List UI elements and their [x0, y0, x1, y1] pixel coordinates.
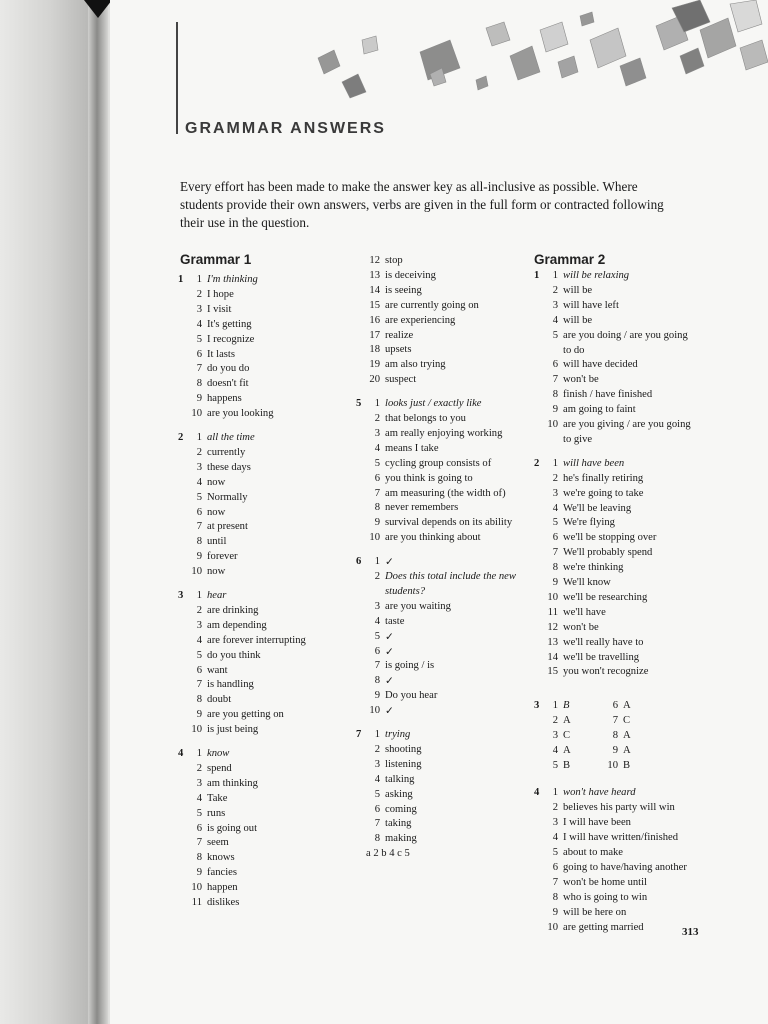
answer-text: want: [207, 664, 228, 676]
answer-text: finish / have finished: [563, 389, 653, 401]
item-number: 11: [191, 897, 202, 908]
answer-text: are you waiting: [385, 600, 451, 612]
item-number: 6: [552, 359, 558, 371]
answer-text: will have been: [563, 457, 625, 469]
answer-text: A: [623, 700, 631, 711]
item-number: 8: [196, 536, 202, 548]
item-number: 4: [374, 615, 380, 627]
answer-text: We're flying: [563, 517, 615, 529]
item-number: 2: [552, 715, 558, 726]
item-number: 3: [374, 427, 380, 439]
answer-text: I visit: [207, 303, 232, 315]
answer-text: now: [207, 566, 226, 578]
answer-text: students?: [385, 585, 426, 597]
answer-text: We'll know: [563, 577, 611, 588]
item-number: 9: [552, 404, 558, 416]
answer-text: is going / is: [385, 660, 435, 672]
answer-text: am measuring (the width of): [385, 487, 506, 499]
item-number: 2: [552, 284, 558, 296]
answer-text: B: [563, 700, 570, 711]
item-number: 4: [552, 502, 558, 514]
item-number: 10: [191, 408, 202, 420]
answer-text: C: [623, 715, 631, 726]
item-number: 6: [552, 862, 558, 873]
item-number: 10: [607, 760, 618, 771]
title-rule: [176, 22, 178, 134]
answer-text: now: [207, 506, 226, 518]
answer-text: won't have heard: [563, 787, 636, 798]
answer-text: are experiencing: [385, 314, 456, 326]
answer-text: It lasts: [207, 348, 235, 360]
item-number: 6: [196, 506, 202, 518]
answer-text: until: [207, 536, 227, 548]
item-number: 9: [612, 745, 618, 756]
exercise-number: 3: [178, 590, 184, 601]
item-number: 6: [196, 664, 202, 676]
answer-text: talking: [385, 773, 415, 785]
item-number: 1: [374, 398, 380, 410]
answer-text: we're going to take: [563, 487, 644, 499]
item-number: 5: [196, 491, 202, 503]
exercise-number: 1: [178, 274, 184, 285]
item-number: 1: [196, 274, 202, 285]
answer-text: we'll have: [563, 606, 606, 618]
item-number: 5: [374, 457, 380, 469]
answer-text: ✓: [385, 631, 394, 643]
exercise-number: 2: [178, 432, 184, 443]
answer-text: ✓: [385, 557, 394, 569]
answer-text: Take: [207, 792, 228, 804]
item-number: 7: [374, 487, 380, 499]
item-number: 1: [196, 432, 202, 443]
item-number: 8: [374, 675, 380, 687]
item-number: 8: [196, 694, 202, 706]
answer-text: won't be: [563, 621, 599, 633]
item-number: 2: [374, 413, 380, 424]
item-number: 6: [196, 822, 202, 834]
answer-text: we'll be travelling: [563, 651, 640, 663]
answer-text: am thinking: [207, 777, 258, 789]
item-number: 4: [196, 792, 202, 804]
answer-text: runs: [207, 807, 226, 819]
item-number: 9: [552, 577, 558, 588]
item-number: 6: [374, 645, 380, 657]
book-gutter: [88, 0, 108, 1024]
item-number: 3: [374, 600, 380, 612]
answer-text: means I take: [385, 442, 439, 454]
item-number: 10: [369, 532, 380, 544]
item-number: 7: [612, 715, 618, 726]
item-number: 2: [196, 762, 202, 774]
answer-text: we'll really have to: [563, 636, 644, 648]
item-number: 10: [191, 882, 202, 894]
gutter-notch: [84, 0, 112, 18]
item-number: 3: [196, 619, 202, 631]
answer-text: about to make: [563, 847, 624, 858]
item-number: 1: [552, 787, 558, 798]
answer-text: listening: [385, 758, 422, 770]
answer-text: are getting married: [563, 922, 644, 933]
answer-text: taste: [385, 615, 405, 627]
item-number: 10: [547, 922, 558, 933]
answer-text: we're thinking: [563, 562, 624, 574]
answer-text: suspect: [385, 374, 417, 386]
answer-text: are forever interrupting: [207, 634, 306, 646]
answer-text: you won't recognize: [563, 666, 649, 678]
item-number: 10: [547, 591, 558, 603]
exercise-number: 5: [356, 398, 362, 410]
item-number: 15: [369, 299, 380, 311]
answer-text: now: [207, 476, 226, 488]
intro-paragraph: Every effort has been made to make the answer key as all-inclusive as possible. Where students provide their own answers, verbs are given in the full form or contracted following their use in the question.: [180, 179, 664, 230]
answer-text: coming: [385, 803, 417, 815]
item-number: 1: [374, 729, 380, 740]
answer-text: A: [563, 745, 571, 756]
item-number: 8: [196, 852, 202, 864]
answer-text: will have left: [563, 299, 619, 311]
answer-text: survival depends on its ability: [385, 517, 513, 529]
item-number: 18: [369, 344, 380, 356]
item-number: 14: [547, 651, 558, 663]
page-title: GRAMMAR ANSWERS: [185, 120, 386, 137]
answer-text: will be here on: [563, 907, 627, 918]
answer-text: are you thinking about: [385, 532, 481, 544]
item-number: 10: [369, 705, 380, 717]
item-number: 4: [196, 318, 202, 330]
item-number: 9: [196, 709, 202, 721]
decorative-cubes-graphic: [300, 0, 768, 130]
item-number: 10: [547, 419, 558, 430]
item-number: 15: [547, 666, 558, 678]
item-number: 4: [374, 442, 380, 454]
answer-text: Does this total include the new: [385, 571, 516, 582]
item-number: 6: [374, 472, 380, 484]
answer-text: happens: [207, 393, 242, 405]
answer-text: doubt: [207, 694, 232, 706]
item-number: 5: [374, 788, 380, 800]
exercise-number: 6: [356, 556, 362, 568]
answer-text: realize: [385, 329, 414, 341]
answer-text: A: [563, 715, 571, 726]
item-number: 9: [196, 551, 202, 563]
answer-text: going to have/having another: [563, 862, 687, 873]
answer-text: Do you hear: [385, 690, 438, 702]
answer-text: Normally: [207, 491, 248, 503]
item-number: 4: [552, 314, 558, 326]
item-number: 10: [191, 724, 202, 736]
answer-text: doesn't fit: [207, 378, 249, 390]
item-number: 8: [552, 562, 558, 574]
item-number: 20: [369, 374, 380, 386]
item-number: 2: [552, 472, 558, 484]
answer-text: currently: [207, 446, 246, 458]
item-number: 7: [552, 547, 558, 559]
answer-text: ✓: [385, 706, 394, 718]
answer-text: are you getting on: [207, 709, 284, 721]
answer-text: these days: [207, 461, 251, 473]
answer-text: making: [385, 833, 417, 845]
item-number: 13: [369, 269, 380, 281]
item-number: 2: [196, 604, 202, 616]
answer-text: is handling: [207, 679, 254, 691]
answer-text: a 2 b 4 c 5: [366, 848, 410, 860]
answer-text: is seeing: [385, 284, 422, 296]
answer-text: B: [563, 760, 571, 771]
item-number: 5: [196, 649, 202, 661]
item-number: 8: [196, 378, 202, 390]
answer-text: C: [563, 730, 571, 741]
item-number: 7: [552, 374, 558, 386]
item-number: 7: [374, 818, 380, 830]
item-number: 3: [196, 461, 202, 473]
answer-text: It's getting: [207, 318, 252, 330]
answer-text: are drinking: [207, 604, 259, 616]
item-number: 3: [196, 303, 202, 315]
item-number: 8: [374, 502, 380, 514]
item-number: 3: [374, 758, 380, 770]
item-number: 7: [196, 363, 202, 375]
answer-text: fancies: [207, 867, 237, 879]
answer-text: stop: [385, 255, 403, 266]
item-number: 4: [196, 476, 202, 488]
item-number: 7: [374, 660, 380, 672]
answer-text: will be: [563, 314, 593, 326]
item-number: 9: [552, 907, 558, 918]
item-number: 5: [196, 807, 202, 819]
grammar-1-heading: Grammar 1: [180, 252, 252, 267]
answer-text: am really enjoying working: [385, 427, 503, 439]
item-number: 2: [196, 446, 202, 458]
answer-text: will have decided: [563, 359, 638, 371]
item-number: 5: [196, 333, 202, 345]
answer-text: asking: [385, 788, 413, 800]
item-number: 16: [369, 314, 380, 326]
exercise-number: 7: [356, 729, 362, 740]
item-number: 6: [374, 803, 380, 815]
answer-text: are you looking: [207, 408, 274, 420]
answer-text: we'll be stopping over: [563, 532, 657, 544]
item-number: 1: [196, 748, 202, 759]
answer-text: happen: [207, 882, 238, 894]
item-number: 4: [196, 634, 202, 646]
grammar-2-heading: Grammar 2: [534, 252, 606, 267]
item-number: 6: [196, 348, 202, 360]
answer-text: am going to faint: [563, 404, 636, 416]
exercise-number: 2: [534, 457, 540, 469]
answer-text: We'll probably spend: [563, 547, 653, 559]
answer-text: We'll be leaving: [563, 502, 632, 514]
answer-text: upsets: [385, 344, 412, 356]
answer-text: B: [623, 760, 631, 771]
answer-text: will be relaxing: [563, 270, 630, 281]
answer-text: I will have written/finished: [563, 832, 679, 843]
answer-text: at present: [207, 521, 248, 533]
answer-text: never remembers: [385, 502, 459, 514]
answer-text: do you do: [207, 363, 250, 375]
item-number: 9: [196, 867, 202, 879]
answer-text: hear: [207, 590, 227, 601]
item-number: 7: [552, 877, 558, 888]
answer-text: spend: [207, 762, 232, 774]
answer-text: are you giving / are you going: [563, 419, 691, 430]
answer-text: that belongs to you: [385, 413, 466, 424]
item-number: 13: [547, 636, 558, 648]
answer-text: is just being: [207, 724, 259, 736]
answer-text: A: [623, 730, 631, 741]
item-number: 9: [374, 517, 380, 529]
answer-text: forever: [207, 551, 238, 563]
answer-text: are currently going on: [385, 299, 479, 311]
exercise-number: 1: [534, 270, 540, 281]
item-number: 5: [552, 329, 558, 341]
item-number: 2: [374, 743, 380, 755]
answer-text: seem: [207, 837, 229, 849]
item-number: 10: [191, 566, 202, 578]
answer-text: am also trying: [385, 359, 446, 371]
answer-text: ✓: [385, 646, 394, 658]
item-number: 3: [552, 487, 558, 499]
item-number: 17: [369, 329, 380, 341]
item-number: 3: [552, 730, 558, 741]
answer-text: shooting: [385, 743, 422, 755]
item-number: 6: [612, 700, 618, 711]
answer-text: I hope: [207, 288, 234, 300]
page-number: 313: [682, 926, 699, 938]
answer-text: will be: [563, 284, 593, 296]
answer-text: knows: [207, 852, 235, 864]
item-number: 8: [552, 892, 558, 903]
item-number: 6: [552, 532, 558, 544]
answer-text: is deceiving: [385, 269, 436, 281]
answer-text: ✓: [385, 676, 394, 688]
item-number: 19: [369, 359, 380, 371]
answer-text: to do: [563, 344, 585, 356]
item-number: 9: [196, 393, 202, 405]
item-number: 8: [552, 389, 558, 401]
item-number: 12: [369, 255, 380, 266]
answer-text: dislikes: [207, 897, 240, 908]
item-number: 8: [612, 730, 618, 741]
item-number: 2: [196, 288, 202, 300]
item-number: 2: [552, 802, 558, 813]
answer-text: we'll be researching: [563, 591, 648, 603]
answer-text: I recognize: [207, 333, 255, 345]
item-number: 7: [196, 521, 202, 533]
item-number: 7: [196, 679, 202, 691]
answer-text: is going out: [207, 822, 258, 834]
answer-text: all the time: [207, 432, 255, 443]
answer-text: do you think: [207, 649, 261, 661]
item-number: 2: [374, 571, 380, 582]
answer-text: am depending: [207, 619, 267, 631]
item-number: 1: [552, 457, 558, 469]
answer-text: trying: [385, 729, 411, 740]
item-number: 3: [552, 299, 558, 311]
item-number: 1: [374, 556, 380, 568]
answer-text: are you doing / are you going: [563, 329, 688, 341]
answer-text: cycling group consists of: [385, 457, 492, 469]
answer-text: won't be: [563, 374, 599, 386]
item-number: 5: [552, 760, 558, 771]
item-number: 1: [552, 270, 558, 281]
answer-text: A: [623, 745, 631, 756]
item-number: 5: [552, 847, 558, 858]
answer-text: believes his party will win: [563, 802, 675, 813]
item-number: 9: [374, 690, 380, 702]
item-number: 3: [196, 777, 202, 789]
answer-text: won't be home until: [563, 877, 647, 888]
item-number: 11: [547, 606, 558, 618]
answer-text: I will have been: [563, 817, 631, 828]
item-number: 4: [552, 745, 558, 756]
item-number: 1: [552, 700, 558, 711]
exercise-number: 4: [534, 787, 540, 798]
answer-text: who is going to win: [563, 892, 648, 903]
item-number: 12: [547, 621, 558, 633]
answer-text: you think is going to: [385, 472, 473, 484]
answer-text: know: [207, 748, 230, 759]
item-number: 8: [374, 833, 380, 845]
item-number: 3: [552, 817, 558, 828]
exercise-number: 3: [534, 700, 540, 711]
answer-text: he's finally retiring: [563, 472, 644, 484]
answer-text: I'm thinking: [207, 274, 258, 285]
answer-text: to give: [563, 433, 593, 445]
exercise-number: 4: [178, 748, 184, 759]
item-number: 5: [374, 630, 380, 642]
item-number: 4: [552, 832, 558, 843]
answer-text: looks just / exactly like: [385, 398, 482, 410]
item-number: 4: [374, 773, 380, 785]
item-number: 1: [196, 590, 202, 601]
item-number: 7: [196, 837, 202, 849]
item-number: 5: [552, 517, 558, 529]
item-number: 14: [369, 284, 380, 296]
answer-text: taking: [385, 818, 412, 830]
